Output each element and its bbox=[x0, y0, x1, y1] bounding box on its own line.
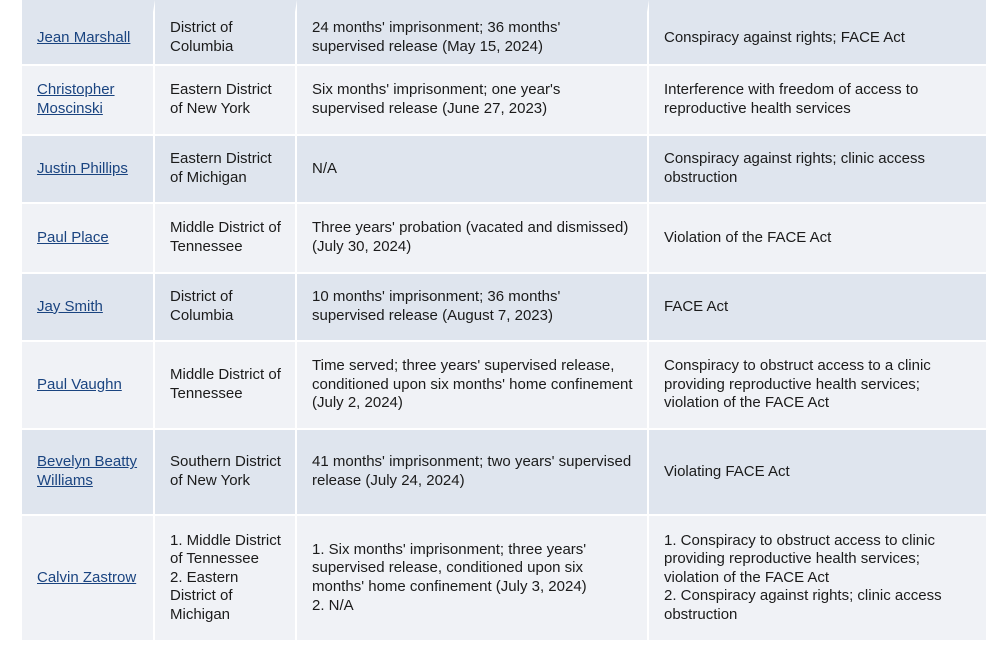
district-cell: Eastern District of Michigan bbox=[155, 136, 297, 204]
charges-cell: FACE Act bbox=[649, 274, 986, 342]
table-row bbox=[22, 274, 986, 342]
district-cell: Middle District of Tennessee bbox=[155, 204, 297, 274]
district-cell: 1. Middle District of Tennessee 2. Eastern District of Michigan bbox=[155, 516, 297, 642]
district-cell: Southern District of New York bbox=[155, 430, 297, 516]
name-cell bbox=[22, 204, 155, 274]
defendant-link[interactable]: Bevelyn Beatty Williams bbox=[37, 453, 138, 489]
district-cell: District of Columbia bbox=[155, 274, 297, 342]
name-cell bbox=[22, 0, 155, 66]
sentence-cell: Time served; three years' supervised release, conditioned upon six months' home confinement (July 2, 2024) bbox=[297, 342, 649, 430]
sentence-cell: Six months' imprisonment; one year's supervised release (June 27, 2023) bbox=[297, 66, 649, 136]
defendants-table-container bbox=[22, 0, 986, 642]
name-cell bbox=[22, 342, 155, 430]
table-row bbox=[22, 0, 986, 66]
name-cell bbox=[22, 136, 155, 204]
sentence-cell: N/A bbox=[297, 136, 649, 204]
charges-cell: Interference with freedom of access to reproductive health services bbox=[649, 66, 986, 136]
sentence-cell: 41 months' imprisonment; two years' supervised release (July 24, 2024) bbox=[297, 430, 649, 516]
sentence-cell: 1. Six months' imprisonment; three years' supervised release, conditioned upon six months' home confinement (July 3, 2024) 2. N/A bbox=[297, 516, 649, 642]
table-row bbox=[22, 204, 986, 274]
district-cell: Middle District of Tennessee bbox=[155, 342, 297, 430]
charges-cell: Conspiracy to obstruct access to a clinic providing reproductive health services; violation of the FACE Act bbox=[649, 342, 986, 430]
table-row bbox=[22, 342, 986, 430]
defendant-link[interactable]: Paul Vaughn bbox=[37, 375, 122, 393]
charges-cell: Violating FACE Act bbox=[649, 430, 986, 516]
name-cell bbox=[22, 430, 155, 516]
table-row bbox=[22, 516, 986, 642]
defendant-link[interactable]: Christopher Moscinski bbox=[37, 81, 115, 117]
defendant-link[interactable]: Paul Place bbox=[37, 228, 109, 246]
table-row bbox=[22, 430, 986, 516]
district-cell: District of Columbia bbox=[155, 0, 297, 66]
name-cell bbox=[22, 274, 155, 342]
defendant-link[interactable]: Jean Marshall bbox=[37, 28, 131, 46]
charges-cell: Conspiracy against rights; FACE Act bbox=[649, 0, 986, 66]
name-cell bbox=[22, 516, 155, 642]
table-row bbox=[22, 66, 986, 136]
name-cell bbox=[22, 66, 155, 136]
defendant-link[interactable]: Justin Phillips bbox=[37, 159, 128, 177]
defendant-link[interactable]: Jay Smith bbox=[37, 297, 103, 315]
sentence-cell: 10 months' imprisonment; 36 months' supervised release (August 7, 2023) bbox=[297, 274, 649, 342]
defendant-link[interactable]: Calvin Zastrow bbox=[37, 568, 137, 586]
defendants-table bbox=[22, 0, 986, 642]
charges-cell: Conspiracy against rights; clinic access obstruction bbox=[649, 136, 986, 204]
charges-cell: Violation of the FACE Act bbox=[649, 204, 986, 274]
sentence-cell: 24 months' imprisonment; 36 months' supervised release (May 15, 2024) bbox=[297, 0, 649, 66]
sentence-cell: Three years' probation (vacated and dismissed) (July 30, 2024) bbox=[297, 204, 649, 274]
charges-cell: 1. Conspiracy to obstruct access to clinic providing reproductive health services; violation of the FACE Act 2. Conspiracy against rights; clinic access obstruction bbox=[649, 516, 986, 642]
district-cell: Eastern District of New York bbox=[155, 66, 297, 136]
table-row bbox=[22, 136, 986, 204]
